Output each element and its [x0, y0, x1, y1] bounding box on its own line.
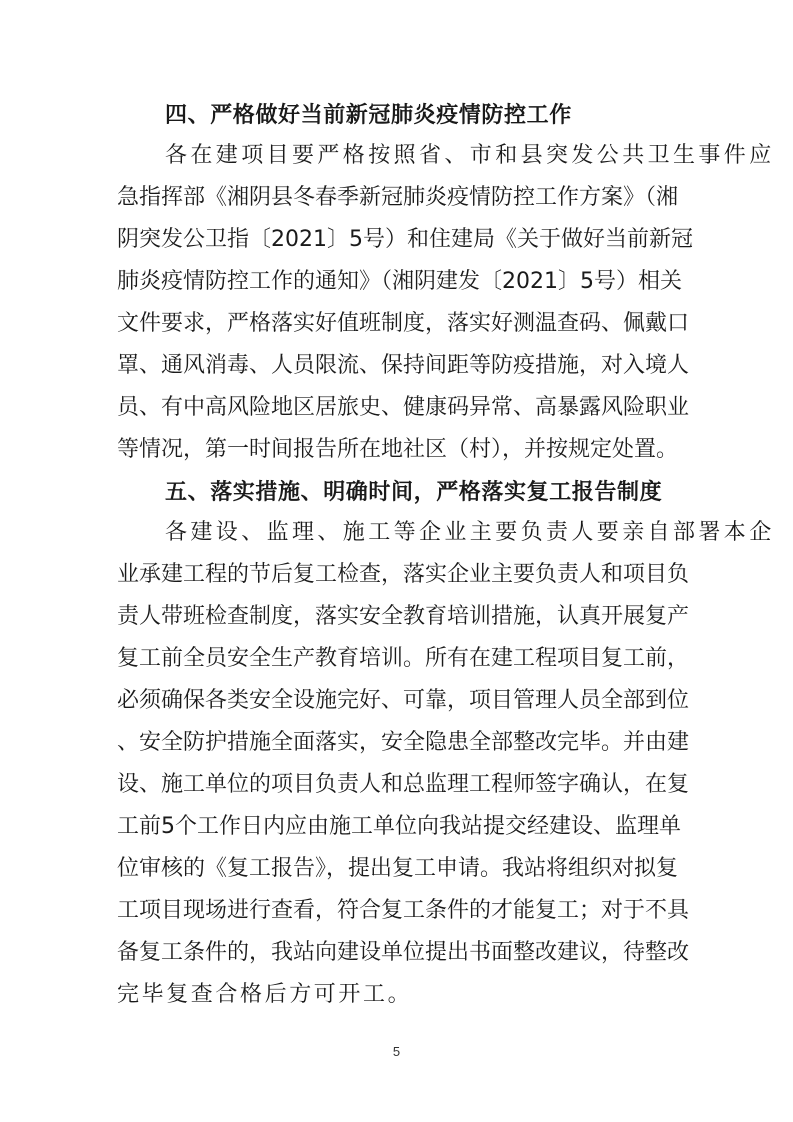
section-4-line-8: 等情况，第一时间报告所在地社区（村），并按规定处置。 [117, 437, 679, 462]
section-5-line-11: 备复工条件的，我站向建设单位提出书面整改建议，待整改 [117, 940, 690, 965]
section-5-line-6: 、安全防护措施全面落实，安全隐患全部整改完毕。并由建 [117, 730, 690, 755]
section-4-line-4: 肺炎疫情防控工作的通知》（湘阴建发〔2021〕5号）相关 [117, 269, 682, 294]
section-5-line-10: 工项目现场进行查看，符合复工条件的才能复工；对于不具 [117, 898, 690, 923]
section-5-heading: 五、落实措施、明确时间，严格落实复工报告制度 [165, 480, 663, 505]
section-4-line-6: 罩、通风消毒、人员限流、保持间距等防疫措施，对入境人 [117, 353, 690, 378]
section-5-line-9: 位审核的《复工报告》，提出复工申请。我站将组织对拟复 [117, 856, 679, 881]
section-5-line-2: 业承建工程的节后复工检查，落实企业主要负责人和项目负 [117, 562, 690, 587]
page-number: 5 [392, 1044, 401, 1059]
section-4-line-1: 各在建项目要严格按照省、市和县突发公共卫生事件应 [165, 143, 775, 168]
section-4-line-3: 阴突发公卫指〔2021〕5号）和住建局《关于做好当前新冠 [117, 227, 693, 252]
section-5-line-1: 各建设、监理、施工等企业主要负责人要亲自部署本企 [165, 520, 775, 545]
section-5-line-8: 工前5个工作日内应由施工单位向我站提交经建设、监理单 [117, 814, 681, 839]
section-4-line-5: 文件要求，严格落实好值班制度，落实好测温查码、佩戴口 [117, 311, 690, 336]
section-5-line-5: 必须确保各类安全设施完好、可靠，项目管理人员全部到位 [117, 688, 690, 713]
section-5-line-3: 责人带班检查制度，落实安全教育培训措施，认真开展复产 [117, 604, 690, 629]
section-4-heading: 四、严格做好当前新冠肺炎疫情防控工作 [165, 103, 572, 128]
section-4-line-7: 员、有中高风险地区居旅史、健康码异常、高暴露风险职业 [117, 395, 690, 420]
section-5-line-4: 复工前全员安全生产教育培训。所有在建工程项目复工前， [117, 646, 690, 671]
section-4-line-2: 急指挥部《湘阴县冬春季新冠肺炎疫情防控工作方案》（湘 [117, 185, 679, 210]
section-5-line-7: 设、施工单位的项目负责人和总监理工程师签字确认，在复 [117, 772, 690, 797]
section-5-line-12: 完毕复查合格后方可开工。 [117, 982, 413, 1007]
